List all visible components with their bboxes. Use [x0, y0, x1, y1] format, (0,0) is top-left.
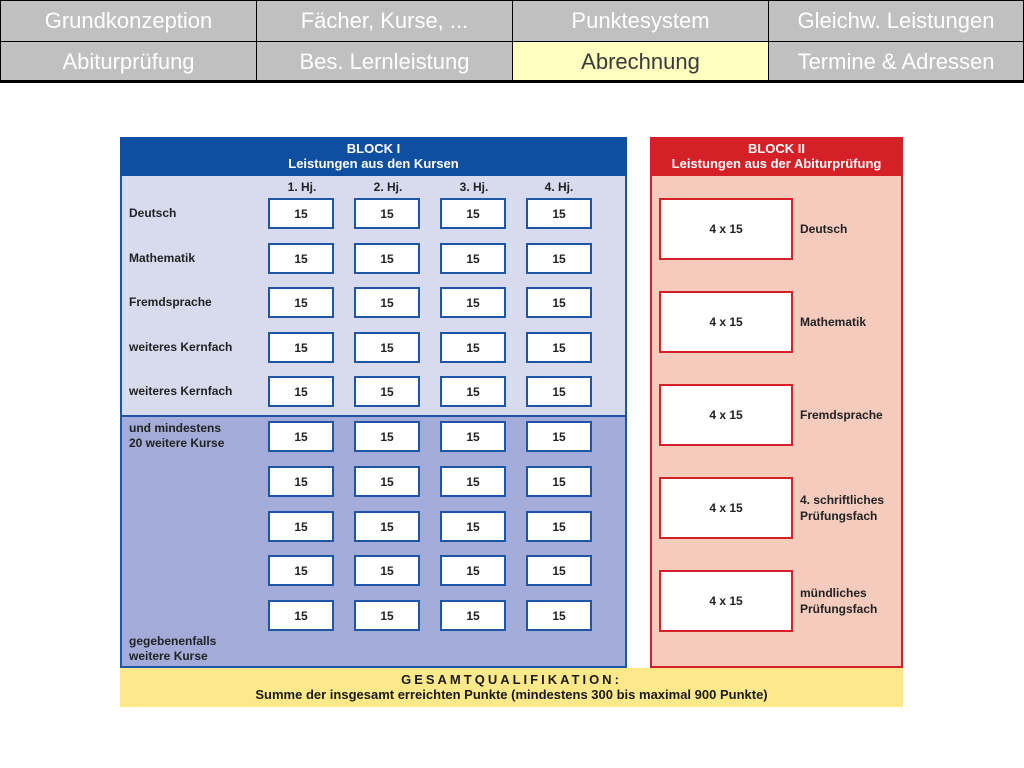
course-points-box: 15 [526, 376, 592, 407]
course-points-box: 15 [268, 198, 334, 229]
course-points-box: 15 [440, 243, 506, 274]
nav-divider [0, 80, 1024, 83]
subject-mathematik: Mathematik [129, 251, 196, 265]
course-points-box: 15 [354, 198, 420, 229]
course-points-box: 15 [526, 421, 592, 452]
block2-subtitle: Leistungen aus der Abiturprüfung [671, 156, 882, 171]
abrechnung-figure [120, 137, 903, 707]
exam-label-mathematik-line1: Mathematik [800, 315, 867, 329]
halfyear-4-header: 4. Hj. [544, 180, 574, 194]
exam-points-mathematik: 4 x 15 [659, 291, 793, 353]
block1-subtitle: Leistungen aus den Kursen [288, 156, 459, 171]
nav-termine-adressen[interactable]: Termine & Adressen [768, 41, 1024, 82]
course-points-box: 15 [354, 287, 420, 318]
navigation-grid [0, 0, 1024, 83]
course-points-box: 15 [268, 421, 334, 452]
optional-courses-line1: gegebenenfalls [129, 634, 217, 648]
nav-faecher-kurse[interactable]: Fächer, Kurse, ... [256, 0, 513, 42]
exam-label-fremdsprache [800, 407, 883, 423]
total-qualification [120, 668, 903, 707]
course-points-box: 15 [526, 198, 592, 229]
nav-abrechnung[interactable]: Abrechnung [512, 41, 769, 82]
course-points-box: 15 [354, 243, 420, 274]
course-points-box: 15 [268, 511, 334, 542]
halfyear-3-header: 3. Hj. [459, 180, 489, 194]
exam-label-deutsch-line1: Deutsch [800, 222, 848, 236]
course-points-box: 15 [440, 376, 506, 407]
exam-points-muendlich: 4 x 15 [659, 570, 793, 632]
course-points-box: 15 [440, 287, 506, 318]
subject-fremdsprache: Fremdsprache [129, 295, 212, 309]
exam-label-schriftlich [800, 492, 884, 524]
exam-points-deutsch: 4 x 15 [659, 198, 793, 260]
subject-kernfach-2: weiteres Kernfach [129, 384, 233, 398]
halfyear-1-header: 1. Hj. [287, 180, 317, 194]
course-points-box: 15 [526, 332, 592, 363]
course-points-box: 15 [354, 332, 420, 363]
course-points-box: 15 [526, 600, 592, 631]
course-points-box: 15 [440, 511, 506, 542]
course-points-box: 15 [354, 555, 420, 586]
additional-courses-line2: 20 weitere Kurse [129, 436, 225, 450]
exam-label-schriftlich-line1: 4. schriftliches [800, 493, 885, 507]
subject-deutsch: Deutsch [129, 206, 177, 220]
subject-kernfach-1: weiteres Kernfach [129, 340, 233, 354]
halfyear-2-header: 2. Hj. [373, 180, 403, 194]
exam-label-fremdsprache-line1: Fremdsprache [800, 408, 883, 422]
block1-title: BLOCK I [346, 141, 401, 156]
course-points-box: 15 [526, 287, 592, 318]
exam-label-muendlich [800, 585, 877, 617]
course-points-box: 15 [526, 511, 592, 542]
exam-label-muendlich-line1: mündliches [800, 586, 867, 600]
exam-points-schriftlich: 4 x 15 [659, 477, 793, 539]
course-points-box: 15 [526, 466, 592, 497]
course-points-box: 15 [268, 243, 334, 274]
block2-title: BLOCK II [747, 141, 806, 156]
course-points-box: 15 [526, 243, 592, 274]
course-points-box: 15 [268, 466, 334, 497]
course-points-box: 15 [354, 376, 420, 407]
block2-header [650, 137, 903, 176]
optional-courses-label [129, 634, 216, 664]
exam-label-deutsch [800, 221, 847, 237]
nav-punktesystem[interactable]: Punktesystem [512, 0, 769, 42]
course-points-box: 15 [440, 198, 506, 229]
course-points-box: 15 [268, 600, 334, 631]
course-points-box: 15 [354, 511, 420, 542]
optional-courses-line2: weitere Kurse [129, 649, 208, 663]
block1-header [120, 137, 627, 176]
additional-courses-line1: und mindestens [129, 421, 222, 435]
course-points-box: 15 [354, 600, 420, 631]
course-points-box: 15 [440, 466, 506, 497]
course-points-box: 15 [268, 376, 334, 407]
exam-label-muendlich-line2: Prüfungsfach [800, 602, 878, 616]
course-points-box: 15 [268, 555, 334, 586]
course-points-box: 15 [440, 600, 506, 631]
course-points-box: 15 [354, 466, 420, 497]
exam-points-fremdsprache: 4 x 15 [659, 384, 793, 446]
exam-label-mathematik [800, 314, 866, 330]
exam-label-schriftlich-line2: Prüfungsfach [800, 509, 878, 523]
course-points-box: 15 [268, 332, 334, 363]
course-points-box: 15 [440, 332, 506, 363]
total-qualification-title: GESAMTQUALIFIKATION: [401, 672, 622, 687]
course-points-box: 15 [440, 421, 506, 452]
course-points-box: 15 [526, 555, 592, 586]
nav-gleichwertige-leistungen[interactable]: Gleichw. Leistungen [768, 0, 1024, 42]
nav-besondere-lernleistung[interactable]: Bes. Lernleistung [256, 41, 513, 82]
total-qualification-text: Summe der insgesamt erreichten Punkte (mindestens 300 bis maximal 900 Punkte) [255, 687, 768, 702]
course-points-box: 15 [354, 421, 420, 452]
nav-grundkonzeption[interactable]: Grundkonzeption [0, 0, 257, 42]
additional-courses-label [129, 421, 224, 451]
course-points-box: 15 [268, 287, 334, 318]
nav-abiturpruefung[interactable]: Abiturprüfung [0, 41, 257, 82]
course-points-box: 15 [440, 555, 506, 586]
